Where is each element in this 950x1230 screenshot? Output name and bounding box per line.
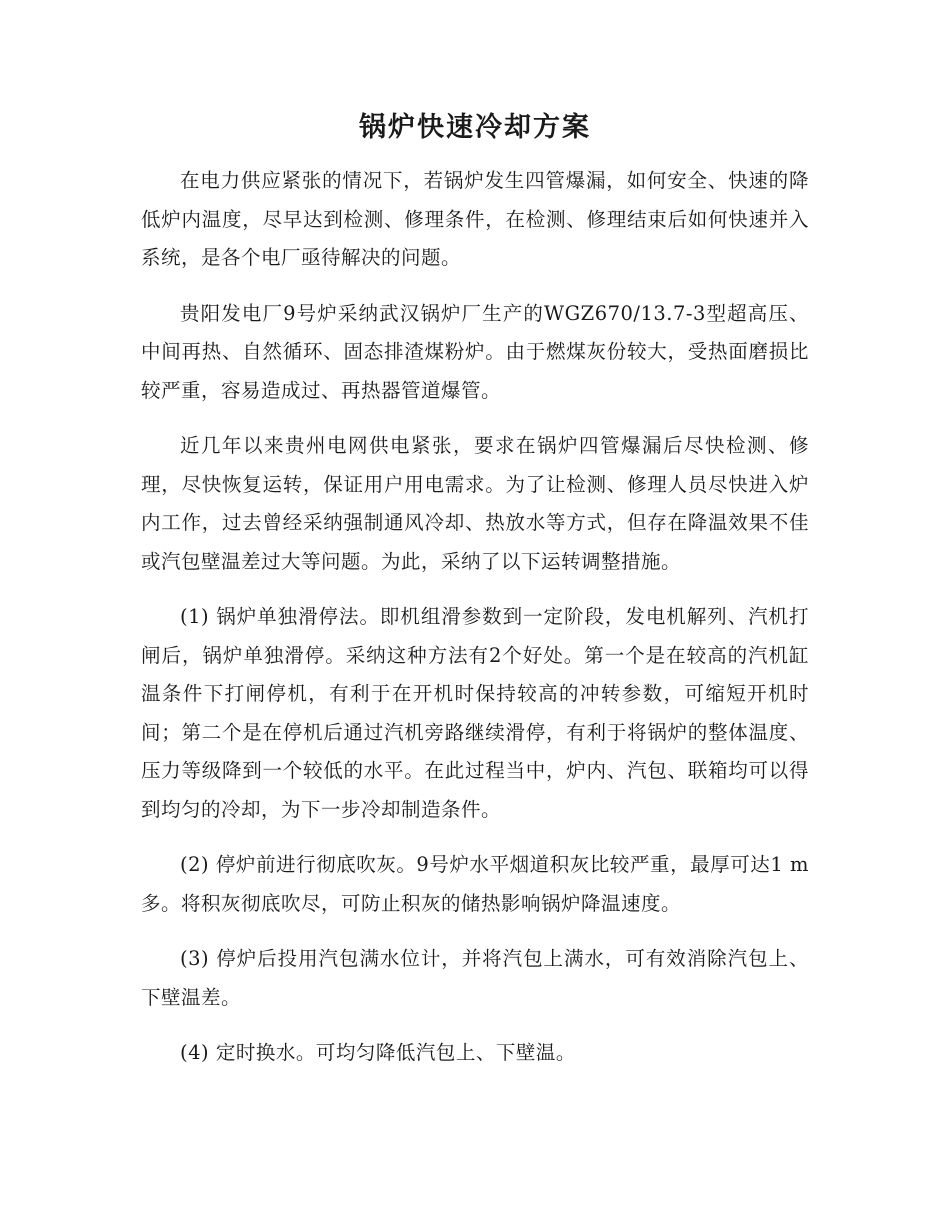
- paragraph-boiler-description: 贵阳发电厂9号炉采纳武汉锅炉厂生产的WGZ670/13.7-3型超高压、中间再热、自然循环、固态排渣煤粉炉。由于燃煤灰份较大，受热面磨损比较严重，容易造成过、再热器管道爆管。: [141, 301, 809, 402]
- paragraph-measure-1: (1) 锅炉单独滑停法。即机组滑参数到一定阶段，发电机解列、汽机打闸后，锅炉单独滑停。采纳这种方法有2个好处。第一个是在较高的汽机缸温条件下打闸停机，有利于在开机时保持较高的冲转参数，可缩短开机时间；第二个是在停机后通过汽机旁路继续滑停，有利于将锅炉的整体温度、压力等级降到一个较低的水平。在此过程当中，炉内、汽包、联箱均可以得到均匀的冷却，为下一步冷却制造条件。: [141, 605, 809, 821]
- paragraph-measure-2: (2) 停炉前进行彻底吹灰。9号炉水平烟道积灰比较严重，最厚可达1 m多。将积灰彻底吹尽，可防止积灰的储热影响锅炉降温速度。: [141, 853, 809, 915]
- paragraph-measure-4: (4) 定时换水。可均匀降低汽包上、下壁温。: [180, 1041, 576, 1064]
- paragraph-background: 近几年以来贵州电网供电紧张，要求在锅炉四管爆漏后尽快检测、修理，尽快恢复运转，保证用户用电需求。为了让检测、修理人员尽快进入炉内工作，过去曾经采纳强制通风冷却、热放水等方式，但存在降温效果不佳或汽包壁温差过大等问题。为此，采纳了以下运转调整措施。: [141, 434, 809, 573]
- paragraph-measure-3: (3) 停炉后投用汽包满水位计，并将汽包上满水，可有效消除汽包上、下壁温差。: [141, 947, 809, 1009]
- document-title: 锅炉快速冷却方案: [359, 112, 591, 143]
- paragraph-intro: 在电力供应紧张的情况下，若锅炉发生四管爆漏，如何安全、快速的降低炉内温度，尽早达到检测、修理条件，在检测、修理结束后如何快速并入系统，是各个电厂亟待解决的问题。: [141, 169, 809, 269]
- document-body: [141, 162, 809, 1090]
